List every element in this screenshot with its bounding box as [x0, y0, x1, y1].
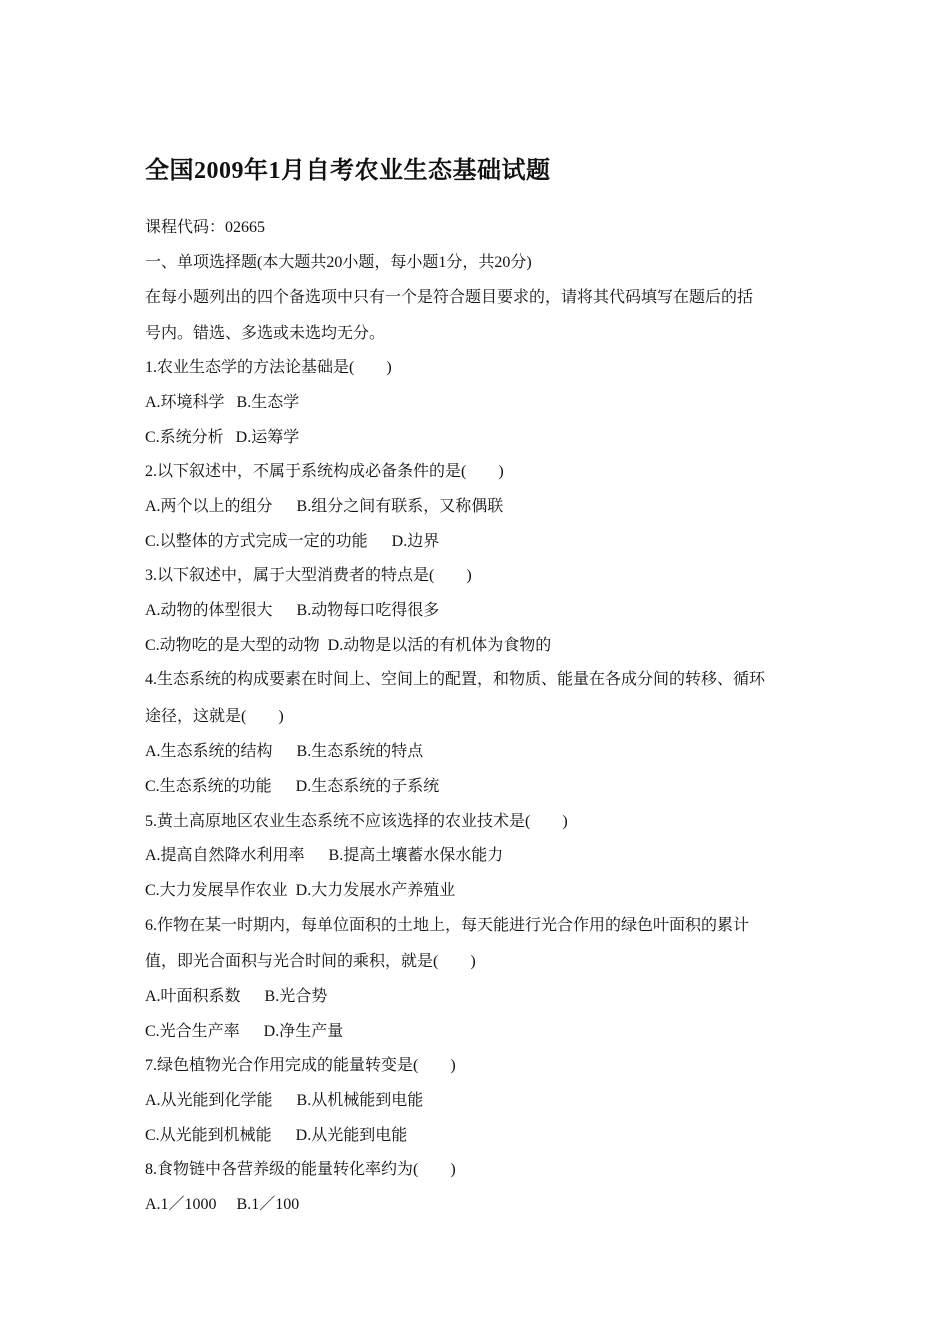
- question-7-options-cd: C.从光能到机械能 D.从光能到电能: [145, 1127, 408, 1144]
- question-5-options-ab: A.提高自然降水利用率 B.提高土壤蓄水保水能力: [145, 847, 504, 864]
- question-7-options-ab: A.从光能到化学能 B.从机械能到电能: [145, 1092, 424, 1109]
- question-4-line-1: 4.生态系统的构成要素在时间上、空间上的配置，和物质、能量在各成分间的转移、循环: [145, 671, 766, 688]
- course-code: 课程代码：02665: [145, 219, 266, 236]
- question-5-options-cd: C.大力发展旱作农业 D.大力发展水产养殖业: [145, 882, 456, 899]
- question-6-line-1: 6.作物在某一时期内，每单位面积的土地上，每天能进行光合作用的绿色叶面积的累计: [145, 917, 750, 934]
- question-3-options-cd: C.动物吃的是大型的动物 D.动物是以活的有机体为食物的: [145, 637, 552, 654]
- question-6-options-ab: A.叶面积系数 B.光合势: [145, 988, 328, 1005]
- question-1: 1.农业生态学的方法论基础是( ): [145, 359, 392, 376]
- question-6-line-2: 值，即光合面积与光合时间的乘积，就是( ): [145, 953, 476, 970]
- question-8-options-ab: A.1／1000 B.1／100: [145, 1196, 300, 1213]
- question-1-options-cd: C.系统分析 D.运筹学: [145, 429, 300, 446]
- question-2: 2.以下叙述中，不属于系统构成必备条件的是( ): [145, 463, 504, 480]
- instructions-line-2: 号内。错选、多选或未选均无分。: [145, 325, 386, 342]
- question-1-options-ab: A.环境科学 B.生态学: [145, 394, 300, 411]
- section-heading: 一、单项选择题(本大题共20小题，每小题1分，共20分): [145, 254, 532, 271]
- instructions-line-1: 在每小题列出的四个备选项中只有一个是符合题目要求的，请将其代码填写在题后的括: [145, 289, 754, 306]
- question-3-options-ab: A.动物的体型很大 B.动物每口吃得很多: [145, 602, 440, 619]
- question-6-options-cd: C.光合生产率 D.净生产量: [145, 1023, 344, 1040]
- page-title: 全国2009年1月自考农业生态基础试题: [145, 158, 551, 184]
- question-2-options-ab: A.两个以上的组分 B.组分之间有联系，又称偶联: [145, 498, 504, 515]
- question-2-options-cd: C.以整体的方式完成一定的功能 D.边界: [145, 533, 440, 550]
- question-8: 8.食物链中各营养级的能量转化率约为( ): [145, 1161, 456, 1178]
- question-4-line-2: 途径，这就是( ): [145, 708, 284, 725]
- question-3: 3.以下叙述中，属于大型消费者的特点是( ): [145, 567, 472, 584]
- question-4-options-cd: C.生态系统的功能 D.生态系统的子系统: [145, 778, 440, 795]
- question-4-options-ab: A.生态系统的结构 B.生态系统的特点: [145, 743, 424, 760]
- question-5: 5.黄土高原地区农业生态系统不应该选择的农业技术是( ): [145, 813, 568, 830]
- question-7: 7.绿色植物光合作用完成的能量转变是( ): [145, 1057, 456, 1074]
